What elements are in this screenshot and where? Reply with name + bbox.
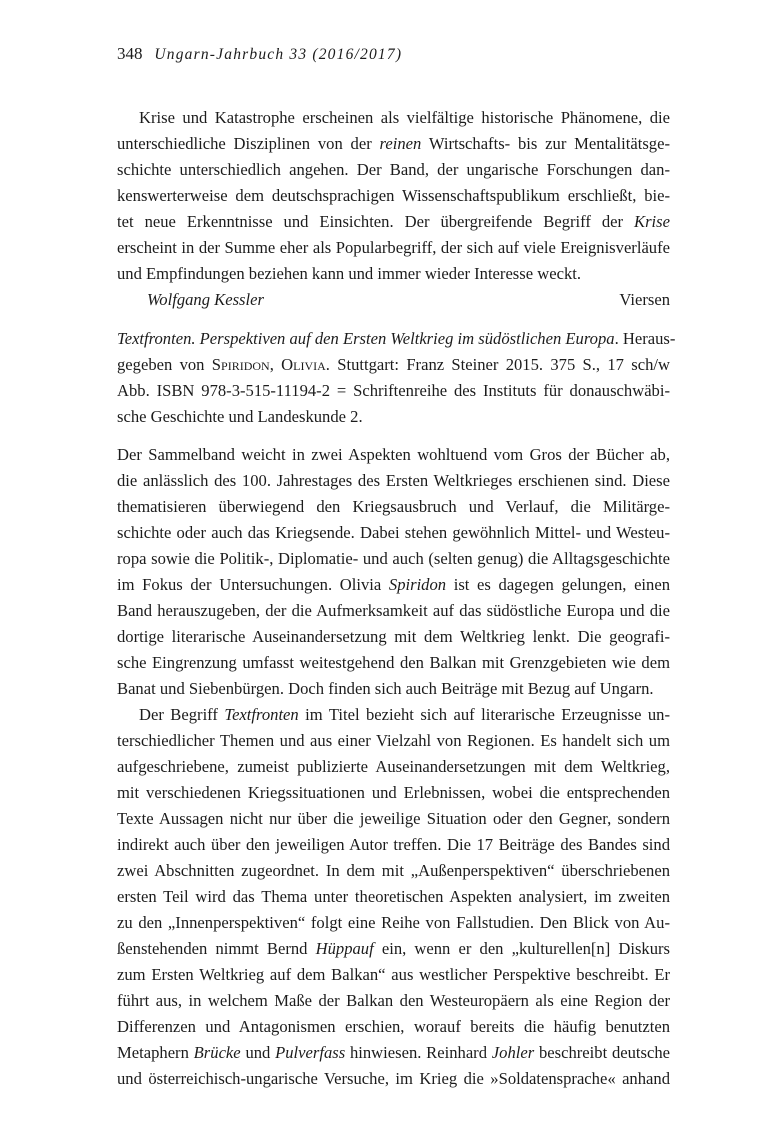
text-line: thematisieren überwiegend den Kriegsausbruch und Verlauf, die Militärge- — [117, 497, 670, 516]
text-line: zwei Abschnitten zugeordnet. In dem mit „Außenperspektiven“ überschriebenen — [117, 861, 670, 880]
italic-text: reinen — [379, 134, 422, 153]
text-line: tet neue Erkenntnisse und Einsichten. Der übergreifende Begriff der Krise — [117, 212, 670, 231]
review-paragraph — [117, 105, 670, 287]
italic-text: Spiridon — [388, 575, 447, 594]
italic-text: Textfronten — [224, 705, 299, 724]
text-line: zum Ersten Weltkrieg auf dem Balkan“ aus westlicher Perspektive beschreibt. Er — [117, 965, 670, 984]
text-line: aufgeschriebene, zumeist publizierte Auseinandersetzungen mit dem Weltkrieg, — [117, 757, 670, 776]
text-line: kenswerterweise dem deutschsprachigen Wissenschaftspublikum erschließt, bie- — [117, 186, 670, 205]
running-header — [117, 44, 402, 64]
text-line: Der Begriff Textfronten im Titel bezieht sich auf literarische Erzeugnisse un- — [139, 705, 670, 724]
text-line: Band herauszugeben, der die Aufmerksamkeit auf das südöstliche Europa und die — [117, 601, 670, 620]
text-line: Differenzen und Antagonismen erschien, worauf bereits die häufig benutzten — [117, 1017, 670, 1036]
review-signature — [117, 287, 670, 313]
text-line: sche Eingrenzung umfasst weitestgehend den Balkan mit Grenzgebieten wie dem — [117, 653, 670, 672]
page-body — [117, 105, 676, 1092]
text-line: und österreichisch-ungarische Versuche, im Krieg die »Soldatensprache« anhand — [117, 1069, 670, 1088]
text-line: Metaphern Brücke und Pulverfass hinwiesen. Reinhard Johler beschreibt deutsche — [117, 1043, 671, 1062]
text-line: schichte unterschiedlich angehen. Der Band, der ungarische Forschungen dan- — [117, 160, 670, 179]
reviewer-location: Viersen — [619, 290, 670, 309]
text-line: Abb. ISBN 978-3-515-11194-2 = Schriftenreihe des Instituts für donauschwäbi- — [117, 381, 670, 400]
italic-text: Krise — [634, 212, 670, 231]
italic-text: Pulverfass — [275, 1043, 346, 1062]
text-line: Der Sammelband weicht in zwei Aspekten wohltuend vom Gros der Bücher ab, — [117, 445, 670, 464]
text-line: gegeben von Spiridon, Olivia. Stuttgart: Franz Steiner 2015. 375 S., 17 sch/w — [117, 355, 670, 374]
text-line: terschiedlicher Themen und aus einer Vielzahl von Regionen. Es handelt sich um — [117, 731, 670, 750]
italic-text: Textfronten. Perspektiven auf den Ersten Weltkrieg im südöstlichen Europa — [117, 329, 615, 348]
text-line: ropa sowie die Politik-, Diplomatie- und auch (selten genug) die Alltagsgeschichte — [117, 549, 670, 568]
italic-text: Brücke — [193, 1043, 241, 1062]
book-citation — [117, 326, 676, 430]
journal-title: Ungarn-Jahrbuch 33 (2016/2017) — [154, 46, 403, 63]
text-line: ßenstehenden nimmt Bernd Hüppauf ein, wenn er den „kulturellen[n] Diskurs — [117, 939, 670, 958]
text-line: mit verschiedenen Kriegssituationen und Erlebnissen, wobei die entsprechenden — [117, 783, 670, 802]
text-line: zu den „Innenperspektiven“ folgt eine Reihe von Fallstudien. Den Blick von Au- — [117, 913, 670, 932]
italic-text: Johler — [491, 1043, 535, 1062]
review-paragraph — [117, 442, 670, 702]
text-line: erscheint in der Summe eher als Popularbegriff, der sich auf viele Ereignisverläufe — [117, 238, 670, 257]
text-line: indirekt auch über den jeweiligen Autor treffen. Die 17 Beiträge des Bandes sind — [117, 835, 670, 854]
page-number: 348 — [117, 44, 143, 63]
italic-text: Hüppauf — [315, 939, 374, 958]
text-line: unterschiedliche Disziplinen von der reinen Wirtschafts- bis zur Mentalitätsge- — [117, 134, 670, 153]
text-line: sche Geschichte und Landeskunde 2. — [117, 407, 363, 426]
text-line: Banat und Siebenbürgen. Doch finden sich auch Beiträge mit Bezug auf Ungarn. — [117, 679, 654, 698]
text-line: im Fokus der Untersuchungen. Olivia Spiridon ist es dagegen gelungen, einen — [117, 575, 671, 594]
text-line: Krise und Katastrophe erscheinen als vielfältige historische Phänomene, die — [139, 108, 670, 127]
review-paragraph — [117, 702, 670, 1092]
text-line: ersten Teil wird das Thema unter theoretischen Aspekten analysiert, im zweiten — [117, 887, 670, 906]
text-line: und Empfindungen beziehen kann und immer wieder Interesse weckt. — [117, 264, 582, 283]
reviewer-name: Wolfgang Kessler — [147, 290, 264, 309]
text-line: die anlässlich des 100. Jahrestages des Ersten Weltkrieges erschienen sind. Diese — [117, 471, 670, 490]
text-line: dortige literarische Auseinandersetzung mit dem Weltkrieg lenkt. Die geografi- — [117, 627, 670, 646]
text-line: Texte Aussagen nicht nur über die jeweilige Situation oder den Gegner, sondern — [117, 809, 670, 828]
text-line: Textfronten. Perspektiven auf den Ersten Weltkrieg im südöstlichen Europa. Heraus- — [117, 329, 676, 348]
small-caps-text: Spiridon, Olivia — [211, 355, 326, 374]
text-line: schichte oder auch das Kriegsende. Dabei stehen gewöhnlich Mittel- und Westeu- — [117, 523, 670, 542]
text-line: führt aus, in welchem Maße der Balkan den Westeuropäern als eine Region der — [117, 991, 670, 1010]
